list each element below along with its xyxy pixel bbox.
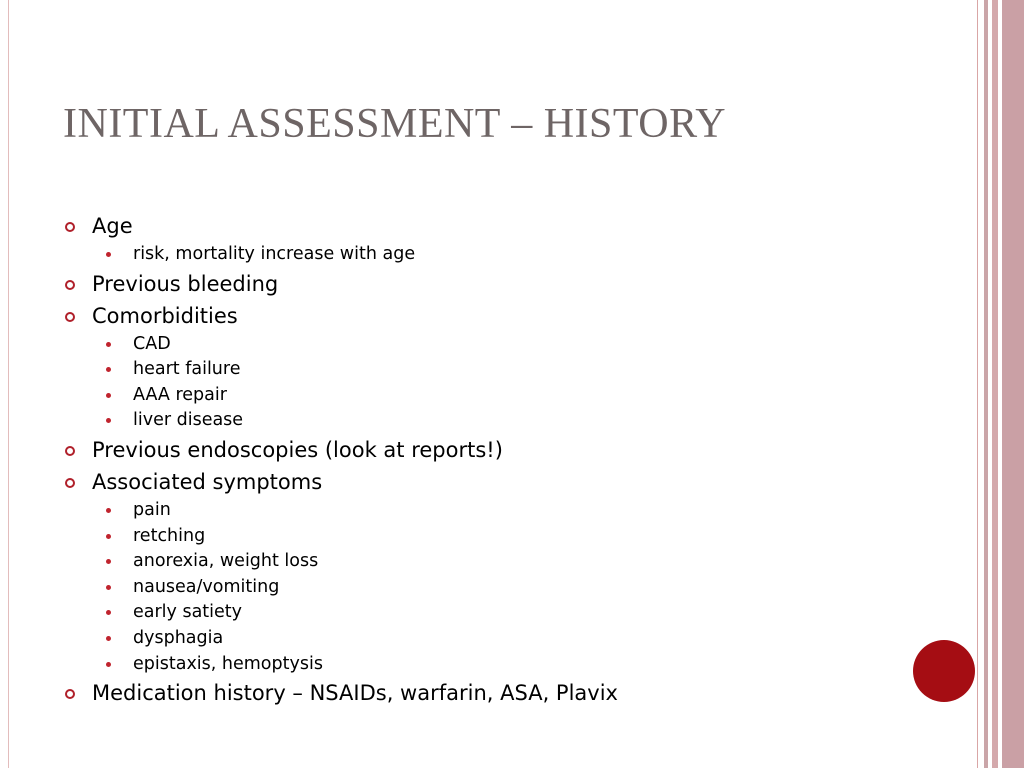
sub-bullet-item (62, 408, 942, 434)
dot-bullet-icon (106, 662, 111, 667)
dot-bullet-icon (106, 534, 111, 539)
sub-bullet-label: nausea/vomiting (133, 576, 280, 597)
sub-bullet-label: dysphagia (133, 627, 224, 648)
bullet-label: Comorbidities (92, 303, 238, 328)
sub-bullet-label: CAD (133, 333, 171, 354)
sub-bullet-item (62, 498, 942, 524)
dot-bullet-icon (106, 342, 111, 347)
sub-bullet-item (62, 600, 942, 626)
sub-bullet-label: risk, mortality increase with age (133, 244, 416, 264)
dot-bullet-icon (106, 418, 111, 423)
sub-bullet-item (62, 332, 942, 358)
ring-bullet-icon (65, 478, 75, 488)
bullet-label: Medication history – NSAIDs, warfarin, ASA, Plavix (92, 681, 618, 706)
sub-bullet-label: epistaxis, hemoptysis (133, 653, 323, 674)
bullet-item (62, 434, 942, 466)
ring-bullet-icon (65, 280, 75, 290)
bullet-item (62, 300, 942, 332)
bullet-label: Associated symptoms (92, 469, 323, 494)
dot-bullet-icon (106, 636, 111, 641)
sub-bullet-item (62, 524, 942, 550)
decorative-circle (913, 640, 975, 702)
bullet-label: Previous endoscopies (look at reports!) (92, 437, 503, 462)
stripe (1002, 0, 1024, 768)
sub-bullet-label: AAA repair (133, 384, 227, 405)
sub-bullet-item (62, 383, 942, 409)
dot-bullet-icon (106, 559, 111, 564)
ring-bullet-icon (65, 446, 75, 456)
sub-bullet-item (62, 357, 942, 383)
bullet-list (62, 210, 942, 709)
bullet-label: Previous bleeding (92, 271, 279, 296)
bullet-label: Age (92, 214, 133, 238)
sub-bullet-item (62, 652, 942, 678)
dot-bullet-icon (106, 393, 111, 398)
dot-bullet-icon (106, 508, 111, 513)
dot-bullet-icon (106, 367, 111, 372)
sub-bullet-label: early satiety (133, 602, 243, 623)
ring-bullet-icon (65, 689, 75, 699)
sub-bullet-label: pain (133, 499, 171, 520)
dot-bullet-icon (106, 610, 111, 615)
bullet-item (62, 268, 942, 300)
sub-bullet-label: anorexia, weight loss (133, 551, 319, 572)
sub-bullet-label: retching (133, 525, 206, 546)
decorative-stripes (978, 0, 1024, 768)
dot-bullet-icon (106, 585, 111, 590)
bullet-item (62, 466, 942, 498)
sub-bullet-label: heart failure (133, 359, 241, 380)
ring-bullet-icon (65, 222, 75, 232)
dot-bullet-icon (106, 252, 111, 257)
sub-bullet-item (62, 626, 942, 652)
sub-bullet-item (62, 549, 942, 575)
sub-bullet-label: liver disease (133, 410, 244, 431)
ring-bullet-icon (65, 312, 75, 322)
bullet-item (62, 210, 942, 242)
bullet-item (62, 677, 942, 709)
slide-title: INITIAL ASSESSMENT – HISTORY (63, 101, 727, 147)
sub-bullet-item (62, 242, 942, 268)
sub-bullet-item (62, 575, 942, 601)
